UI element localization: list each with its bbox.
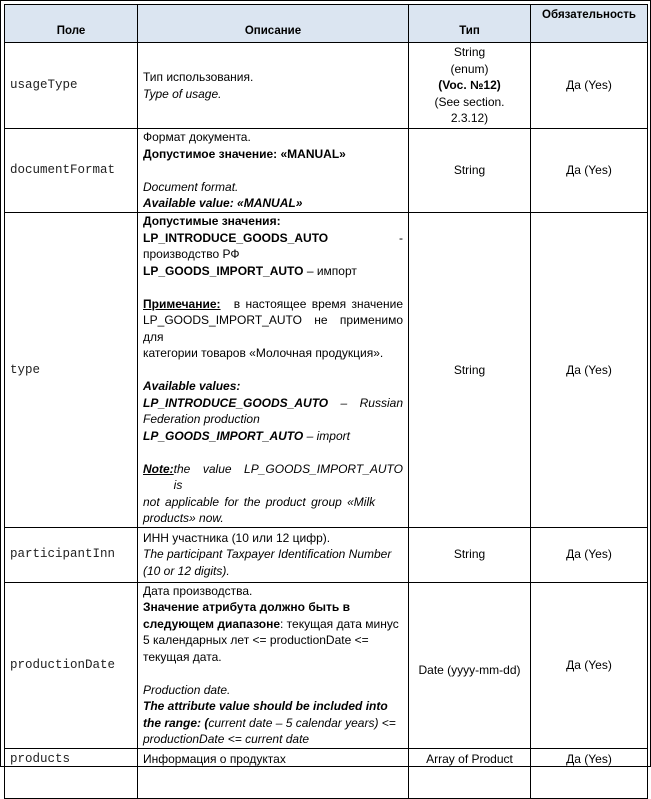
desc-note-text: products» now.	[143, 511, 224, 525]
desc-en-rest: current date – 5 calendar years) <= productionDate <= current date	[143, 715, 396, 746]
desc-note-text: LP_GOODS_IMPORT_AUTO не применимо для	[143, 313, 403, 344]
desc-value-description: – импорт	[303, 263, 357, 278]
table-row	[5, 129, 648, 213]
required-cell: Да (Yes)	[531, 129, 648, 213]
desc-ru: Формат документа.	[143, 130, 251, 145]
field-name: usageType	[5, 43, 138, 129]
type-cell: String	[409, 213, 531, 528]
desc-en-heading: Available values:	[143, 379, 241, 393]
desc-value-description: Russian	[359, 395, 403, 410]
desc-ru-bold: Значение атрибута должно быть в следующем диапазоне	[143, 600, 350, 631]
description-cell	[138, 43, 409, 129]
field-name: type	[5, 213, 138, 528]
header-type: Тип	[409, 5, 531, 43]
desc-dash: -	[399, 230, 403, 245]
type-cell: String	[409, 527, 531, 582]
required-cell: Да (Yes)	[531, 527, 648, 582]
desc-en: The participant Taxpayer Identification Number (10 or 12 digits).	[143, 547, 392, 578]
required-cell: Да (Yes)	[531, 748, 648, 798]
desc-note-text: not applicable for the product group «Milk	[143, 494, 376, 509]
desc-note-label: Примечание:	[143, 296, 221, 311]
desc-value: LP_GOODS_IMPORT_AUTO	[143, 428, 304, 443]
desc-value-line	[143, 428, 403, 445]
required-cell: Да (Yes)	[531, 43, 648, 129]
desc-ru-range	[143, 599, 403, 665]
desc-en: Document format.	[143, 179, 239, 194]
desc-note-line	[143, 461, 403, 494]
desc-value: LP_INTRODUCE_GOODS_AUTO	[143, 395, 329, 410]
table-row	[5, 527, 648, 582]
desc-ru-heading: Допустимые значения:	[143, 214, 281, 228]
desc-en-bold: The attribute value should be included into the range: (	[143, 699, 388, 730]
desc-ru-bold: Допустимое значение: «MANUAL»	[143, 146, 346, 161]
header-required: Обязательность	[531, 5, 648, 43]
desc-value-line	[143, 263, 403, 280]
desc-value-description: – import	[303, 428, 350, 443]
required-cell: Да (Yes)	[531, 213, 648, 528]
desc-ru: ИНН участника (10 или 12 цифр).	[143, 530, 331, 545]
type-line: String	[453, 45, 486, 60]
desc-note-text: в настоящее время значение	[233, 296, 403, 311]
header-description: Описание	[138, 5, 409, 43]
type-cell	[409, 43, 531, 129]
desc-ru: Тип использования.	[143, 70, 254, 84]
desc-en: Type of usage.	[143, 86, 222, 101]
desc-value-line	[143, 230, 403, 247]
description-cell	[138, 582, 409, 748]
desc-note-text: категории товаров «Молочная продукция».	[143, 346, 384, 360]
required-cell: Да (Yes)	[531, 582, 648, 748]
type-cell: Date (yyyy-mm-dd)	[409, 582, 531, 748]
table-row	[5, 748, 648, 798]
desc-note-text: the value LP_GOODS_IMPORT_AUTO is	[173, 461, 403, 492]
desc-value: LP_GOODS_IMPORT_AUTO	[143, 263, 304, 278]
desc-value: LP_INTRODUCE_GOODS_AUTO	[143, 230, 329, 245]
description-cell	[138, 213, 409, 528]
type-cell: String	[409, 129, 531, 213]
desc-value-description: Federation production	[143, 412, 260, 426]
table-row	[5, 43, 648, 129]
desc-value-description: производство РФ	[143, 247, 240, 261]
desc-dash: –	[340, 395, 348, 410]
type-cell: Array of Product	[409, 748, 531, 798]
fields-table	[4, 4, 648, 799]
description-cell	[138, 527, 409, 582]
desc-en-range	[143, 698, 403, 748]
field-name: documentFormat	[5, 129, 138, 213]
desc-note-label: Note:	[143, 461, 174, 476]
field-name: productionDate	[5, 582, 138, 748]
desc-value-line	[143, 395, 403, 412]
type-line: (enum)	[450, 61, 489, 76]
desc-note-line	[143, 296, 403, 313]
field-name: participantInn	[5, 527, 138, 582]
table-row	[5, 582, 648, 748]
type-vocabulary: (Voc. №12)	[438, 78, 501, 93]
field-name: products	[5, 748, 138, 798]
desc-en: Production date.	[143, 682, 231, 697]
desc-en-bold: Available value: «MANUAL»	[143, 196, 303, 211]
desc-ru: Дата производства.	[143, 583, 253, 598]
desc-ru-rest: : текущая дата минус 5 календарных лет <= productionDate <= текущая дата.	[143, 616, 399, 664]
header-row	[5, 5, 648, 43]
type-line: 2.3.12)	[450, 111, 489, 126]
type-line: (See section.	[434, 94, 505, 109]
description-cell: Информация о продуктах	[138, 748, 409, 798]
table-row	[5, 213, 648, 528]
description-cell	[138, 129, 409, 213]
header-field: Поле	[5, 5, 138, 43]
